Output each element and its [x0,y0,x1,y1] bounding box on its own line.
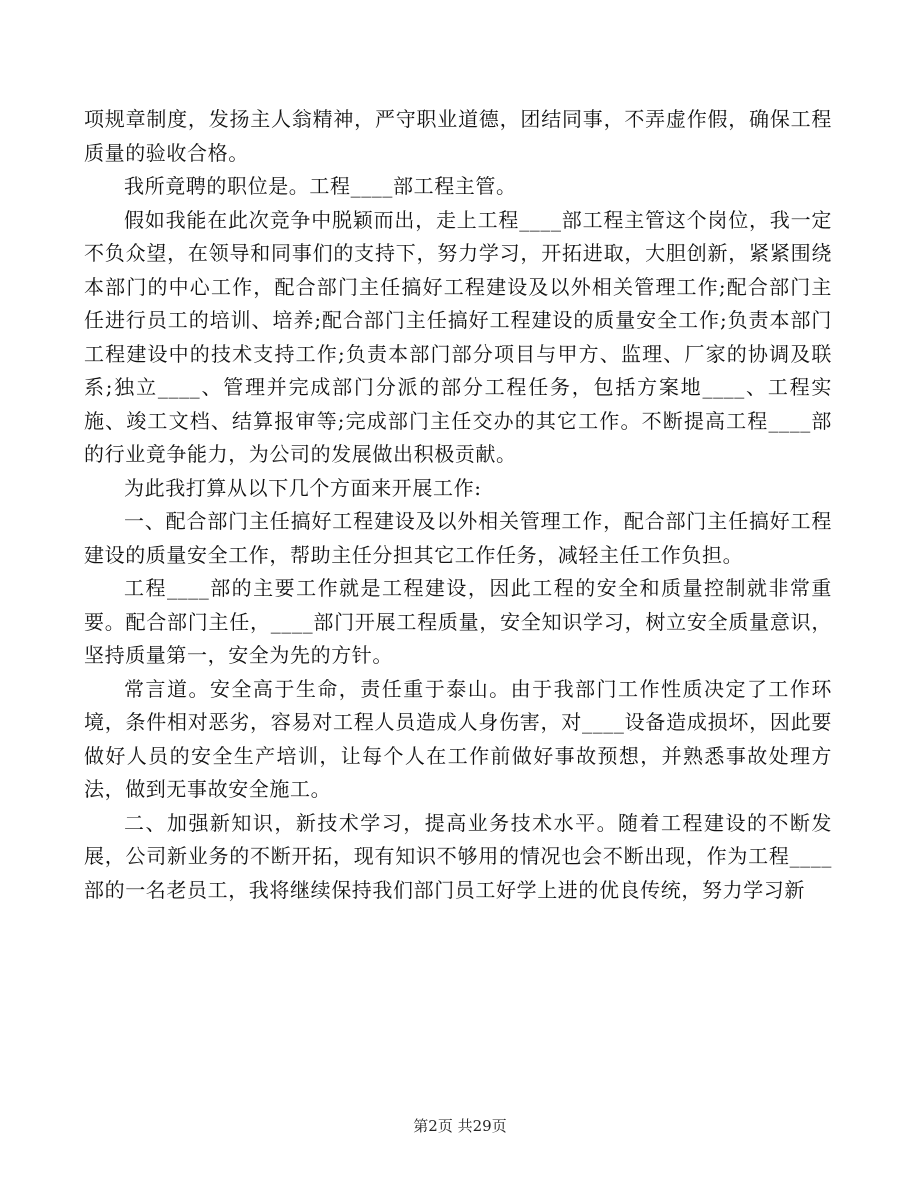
paragraph-continuation: 项规章制度，发扬主人翁精神，严守职业道德，团结同事，不弄虚作假，确保工程质量的验收合格。 [84,107,832,165]
paragraph-safety: 常言道。安全高于生命，责任重于泰山。由于我部门工作性质决定了工作环境，条件相对恶劣，容易对工程人员造成人身伤害，对____设备造成损坏，因此要做好人员的安全生产培训，让每个人在工作前做好事故预想，并熟悉事故处理方法，做到无事故安全施工。 [84,676,832,801]
paragraph-quality-control: 工程____部的主要工作就是工程建设，因此工程的安全和质量控制就非常重要。配合部门主任，____部门开展工程质量，安全知识学习，树立安全质量意识，坚持质量第一，安全为先的方针。 [84,576,832,667]
paragraph-point-two: 二、加强新知识，新技术学习，提高业务技术水平。随着工程建设的不断发展，公司新业务的不断开拓，现有知识不够用的情况也会不断出现，作为工程____部的一名老员工，我将继续保持我们部门员工好学上进的优良传统，努力学习新 [84,810,832,902]
paragraph-point-one: 一、配合部门主任搞好工程建设及以外相关管理工作，配合部门主任搞好工程建设的质量安全工作，帮助主任分担其它工作任务，减轻主任工作负担。 [84,509,832,567]
paragraph-plan-intro: 为此我打算从以下几个方面来开展工作: [124,475,482,500]
page-number-footer: 第2页 共29页 [413,1117,507,1135]
paragraph-duties: 假如我能在此次竞争中脱颖而出，走上工程____部工程主管这个岗位，我一定不负众望，在领导和同事们的支持下，努力学习，开拓进取，大胆创新，紧紧围绕本部门的中心工作，配合部门主任搞好工程建设及以外相关管理工作;配合部门主任进行员工的培训、培养;配合部门主任搞好工程建设的质量安全工作;负责本部门工程建设中的技术支持工作;负责本部门部分项目与甲方、监理、厂家的协调及联系;独立____、管理并完成部门分派的部分工程任务，包括方案地____、工程实施、竣工文档、结算报审等;完成部门主任交办的其它工作。不断提高工程____部的行业竟争能力，为公司的发展做出积极贡献。 [84,207,832,466]
paragraph-position: 我所竟聘的职位是。工程____部工程主管。 [124,174,517,198]
document-body [84,103,832,907]
